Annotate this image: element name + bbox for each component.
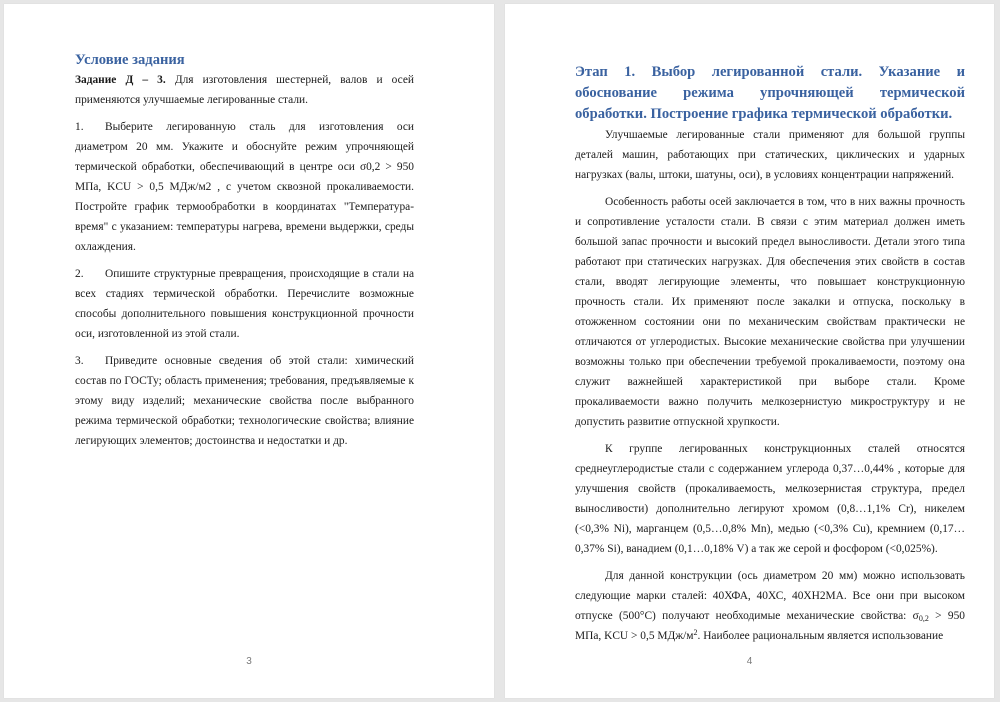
sigma-subscript: 0,2 [918,614,929,623]
body-paragraph-2: Особенность работы осей заключается в том, что в них важны прочность и сопротивление усталости стали. В связи с этим материал должен иметь большой запас прочности и высокий предел выносливости. Детали этого типа работают при статических нагрузках. Для обеспечения этих свойств в состав стали, вводят легирующие элементы, что повышает конструкционную прочность стали. Их применяют после закалки и отпуска, поскольку в отожженном состоянии они по механическим свойствам практически не отличаются от углеродистых. Высокие механические свойства при улучшении возможны только при обеспечении требуемой прокаливаемости, поэтому она служит важнейшей характеристикой при выборе стали. Кроме прокаливаемости важно получить мелкозернистую микроструктуру и не допустить развитие отпускной хрупкости. [575,196,965,428]
page-4-content [575,62,965,646]
task-item-2 [75,264,414,344]
section-heading-stage-1: Этап 1. Выбор легированной стали. Указание и обоснование режима упрочняющей термической обработки. Построение графика термической обработки. [575,64,965,122]
paragraph-text-part: Для данной конструкции (ось диаметром 20 мм) можно использовать следующие марки сталей: 40ХФА, 40ХС, 40ХН2МА. Все они при высоком отпуске (500°С) получают необходимые механические свойства: σ [575,570,965,622]
task-intro-paragraph [75,70,414,110]
paragraph-text-part: . Наиболее рациональным является использование [697,630,944,642]
body-paragraph-4 [575,566,965,646]
task-item-number: 1. [75,121,84,133]
page-number: 4 [746,656,753,667]
body-paragraph-1: Улучшаемые легированные стали применяют для большой группы деталей машин, работающих при статических, циклических и ударных нагрузках (валы, штоки, шатуны, оси), в условиях концентрации напряжений. [575,129,965,181]
task-intro-text: Для изготовления шестерней, валов и осей применяются улучшаемые легированные стали. [75,74,414,106]
unit-superscript: 2 [693,628,698,637]
task-item-1 [75,117,414,257]
paragraph-text-part: > 950 МПа, KCU > 0,5 МДж/м [575,610,965,642]
document-page-3 [4,4,494,698]
task-item-number: 3. [75,355,84,367]
task-item-3 [75,351,414,451]
task-item-text: Опишите структурные превращения, происходящие в стали на всех стадиях термической обработки. Перечислите возможные способы дополнительного повышения конструкционной прочности оси, изготовленной из этой стали. [75,268,414,340]
task-item-text: Приведите основные сведения об этой стали: химический состав по ГОСТу; область применения; требования, предъявляемые к этому виду изделий; механические свойства после выбранного режима термической обработки; технологические свойства; влияние легирующих элементов; достоинства и недостатки и др. [75,355,414,447]
document-page-4 [505,4,994,698]
page-3-content [75,50,414,451]
task-item-number: 2. [75,268,84,280]
task-item-text: Выберите легированную сталь для изготовления оси диаметром 20 мм. Укажите и обоснуйте режим упрочняющей термической обработки, обеспечивающий в центре оси σ0,2 > 950 МПа, KCU > 0,5 МДж/м2 , с учетом сквозной прокаливаемости. Постройте график термообработки в координатах "Температура-время" с указанием: температуры нагрева, времени выдержки, среды охлаждения. [75,121,414,253]
body-paragraph-3: К группе легированных конструкционных сталей относятся среднеуглеродистые стали с содержанием углерода 0,37…0,44% , которые для улучшения свойств (прокаливаемость, мелкозернистая структура, предел выносливости) дополнительно легируют хромом (0,8…1,1% Cr), никелем (<0,3% Ni), марганцем (0,5…0,8% Mn), медью (<0,3% Cu), кремнием (0,17…0,37% Si), ванадием (0,1…0,18% V) а так же серой и фосфором (<0,025%). [575,443,965,555]
task-label: Задание Д – 3. [75,74,166,86]
section-heading-task-conditions: Условие задания [75,52,185,68]
page-number: 3 [246,656,252,667]
